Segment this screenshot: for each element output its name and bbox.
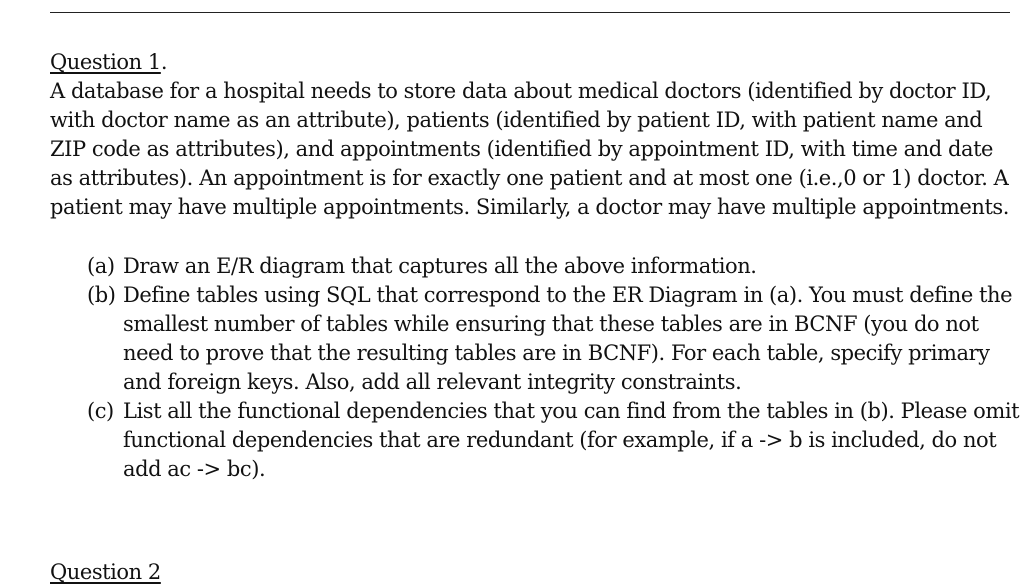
question-1-title-period: .	[160, 50, 168, 74]
question-1-section	[50, 48, 1020, 484]
part-b-marker: (b)	[87, 283, 116, 307]
part-c	[87, 397, 1020, 484]
part-b	[87, 281, 1020, 397]
part-a-text: Draw an E/R diagram that captures all the above information.	[123, 254, 757, 278]
part-a-marker: (a)	[87, 254, 115, 278]
part-b-text: Define tables using SQL that correspond to the ER Diagram in (a). You must define the smallest number of tables while ensuring that these tables are in BCNF (you do not need to prove that the resulting tables are in BCNF). For each table, specify primary and foreign keys. Also, add all relevant integrity constraints.	[123, 283, 1013, 394]
question-1-heading	[50, 48, 1020, 77]
question-2-heading	[50, 558, 161, 587]
question-1-title: Question 1	[50, 50, 161, 74]
part-a	[87, 252, 1020, 281]
question-1-parts-list	[50, 252, 1020, 484]
part-c-text: List all the functional dependencies that you can find from the tables in (b). Please omit functional dependencies that are redundant (for example, if a -> b is included, do not add ac -> bc).	[123, 399, 1020, 481]
question-1-body: A database for a hospital needs to store data about medical doctors (identified by doctor ID, with doctor name as an attribute), patients (identified by patient ID, with patient name and ZIP code as attributes), and appointments (identified by appointment ID, with time and date as attributes). An appointment is for exactly one patient and at most one (i.e.,0 or 1) doctor. A patient may have multiple appointments. Similarly, a doctor may have multiple appointments.	[50, 79, 1009, 219]
question-2-title: Question 2	[50, 560, 161, 584]
top-divider	[50, 12, 1010, 13]
part-c-marker: (c)	[87, 399, 114, 423]
